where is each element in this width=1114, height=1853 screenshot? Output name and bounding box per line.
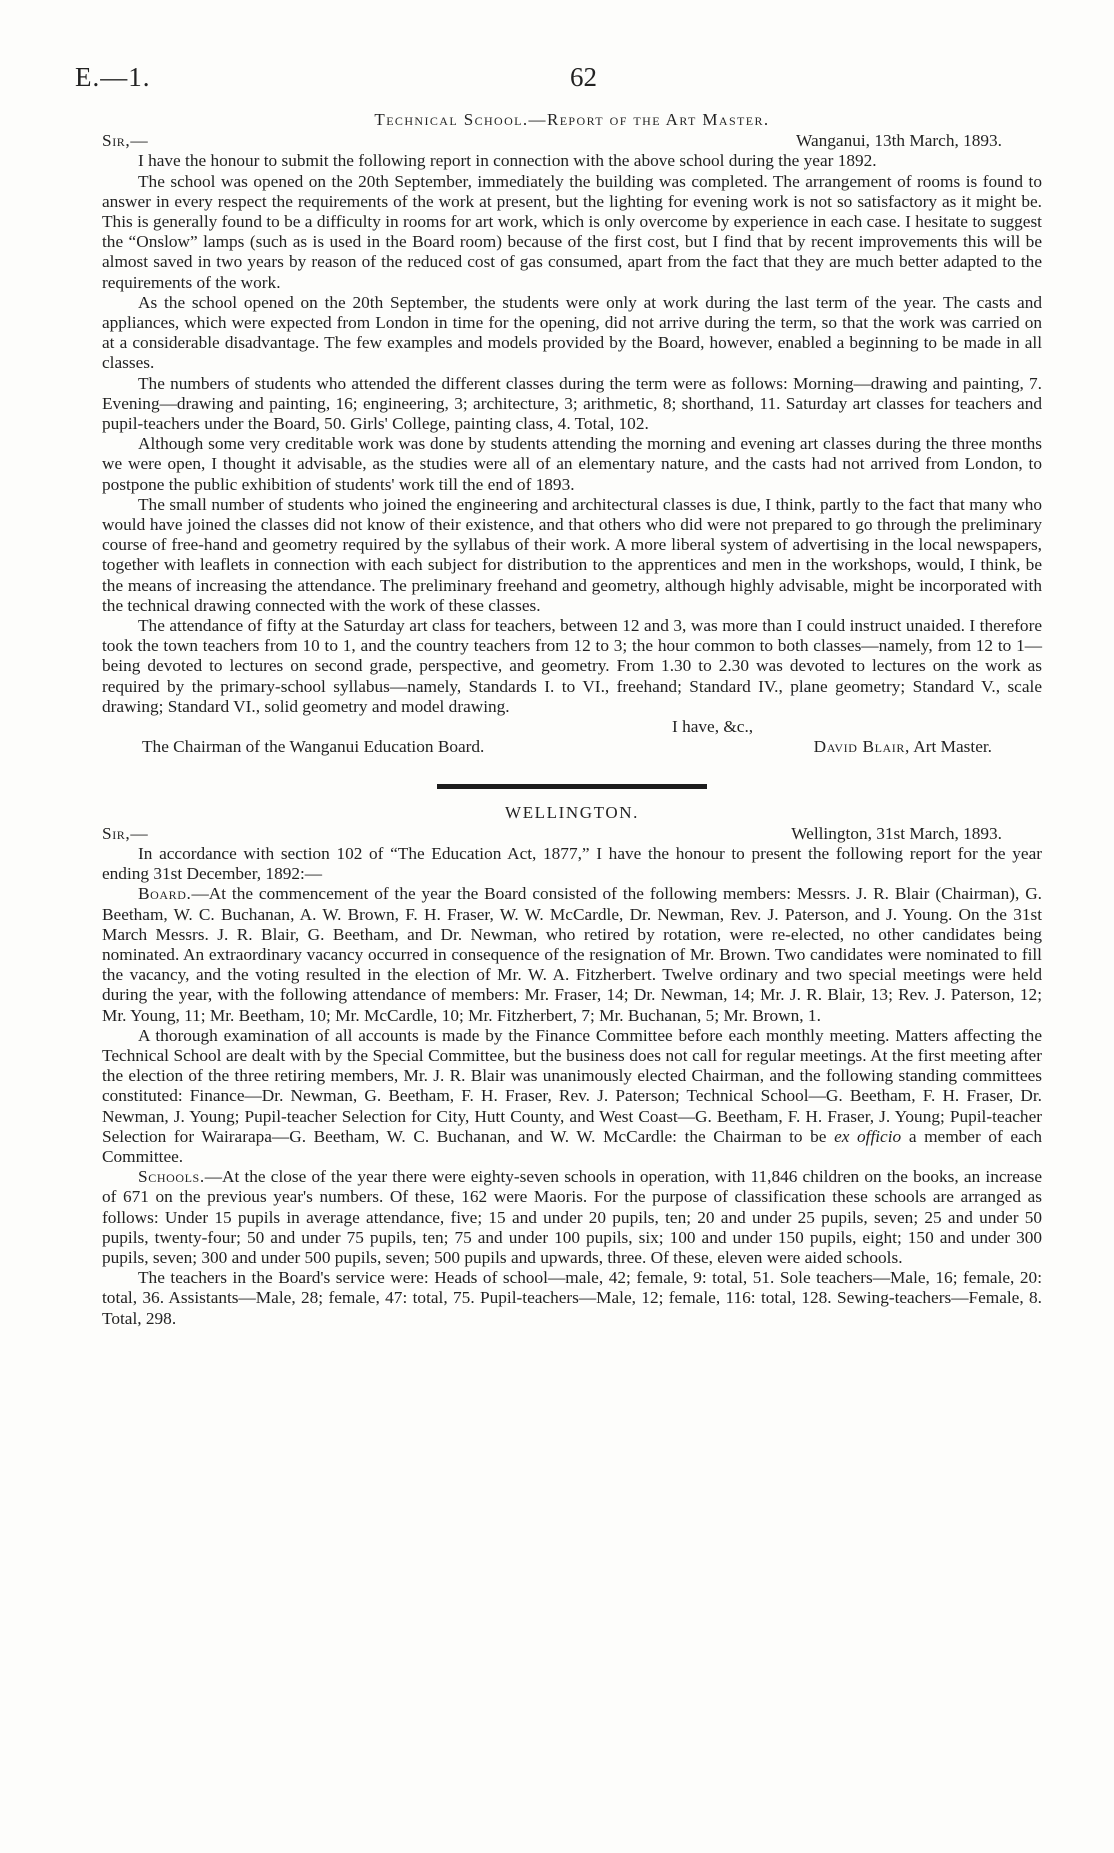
- page-body: [102, 110, 1042, 1329]
- signature-title: Art Master.: [913, 737, 992, 757]
- accounts-text: A thorough examination of all accounts is made by the Finance Committee before each monthly meeting. Matters affecting the Technical School are dealt with by the Special Committee, but the business does not call for regular meetings. At the first meeting after the election of the three retiring members, Mr. J. R. Blair was unanimously elected Chairman, and the following standing committees constituted: Finance—Dr. Newman, G. Beetham, F. H. Fraser, Rev. J. Paterson; Technical School—G. Beetham, F. H. Fraser, Dr. Newman, J. Young; Pupil-teacher Selection for City, Hutt County, and West Coast—G. Beetham, F. H. Fraser, J. Young; Pupil-teacher Selection for Wairarapa—G. Beetham, W. C. Buchanan, and W. W. McCardle: the Chairman to be: [102, 1025, 1042, 1146]
- wellington-report: [102, 803, 1042, 1329]
- paragraph: As the school opened on the 20th September, the students were only at work during the last term of the year. The casts and appliances, which were expected from London in time for the opening, did not arrive during the term, so that the work was carried on at a considerable disadvantage. The few examples and models provided by the Board, however, enabled a beginning to be made in all classes.: [102, 292, 1042, 373]
- place-date: Wellington, 31st March, 1893.: [791, 823, 1002, 843]
- place-date: Wanganui, 13th March, 1893.: [796, 131, 1002, 151]
- salutation-row: [102, 824, 1042, 844]
- paragraph: The small number of students who joined the engineering and architectural classes is due, I think, partly to the fact that many who would have joined the classes did not know of their existence, and that others who did were not prepared to go through the preliminary course of free-hand and geometry required by the syllabus of their work. A more liberal system of advertising in the local newspapers, together with leaflets in connection with each subject for distribution to the apprentices and men in the workshops, would, I think, be the means of increasing the attendance. The preliminary freehand and geometry, although highly advisable, might be incorporated with the technical drawing connected with the work of these classes.: [102, 494, 1042, 615]
- section-title: WELLINGTON.: [505, 802, 639, 822]
- page-number: 62: [570, 62, 597, 92]
- art-master-report: [102, 110, 1042, 758]
- paragraph-accounts: [102, 1026, 1042, 1167]
- section-divider: [437, 784, 707, 789]
- paragraph: The teachers in the Board's service were: Heads of school—male, 42; female, 9: total, 51. Sole teachers—Male, 16; female, 20: total, 36. Assistants—Male, 28; female, 47: total, 75. Pupil-teachers—Male, 12; female, 116: total, 128. Sewing-teachers—Female, 8. Total, 298.: [102, 1268, 1042, 1328]
- paragraph: I have the honour to submit the following report in connection with the above school during the year 1892.: [138, 151, 877, 171]
- signature: [814, 737, 992, 757]
- salutation: Sir,—: [102, 823, 149, 843]
- paragraph-schools: [102, 1167, 1042, 1268]
- accounts-text-end: a member of each Committee.: [102, 1126, 1042, 1166]
- schools-heading: Schools.: [138, 1167, 205, 1187]
- salutation-row: [102, 131, 1042, 151]
- document-id: E.—1.: [75, 62, 151, 92]
- paragraph: The attendance of fifty at the Saturday art class for teachers, between 12 and 3, was more than I could instruct unaided. I therefore took the town teachers from 10 to 1, and the country teachers from 12 to 3; the hour common to both classes—namely, from 12 to 1—being devoted to lectures on second grade, perspective, and geometry. From 1.30 to 2.30 was devoted to lectures on the work as required by the primary-school syllabus—namely, Standards I. to VI., freehand; Standard IV., plane geometry; Standard V., scale drawing; Standard VI., solid geometry and model drawing.: [102, 616, 1042, 716]
- board-text: —At the commencement of the year the Board consisted of the following members: Messrs. J. R. Blair (Chairman), G. Beetham, W. C. Buchanan, A. W. Brown, F. H. Fraser, W. W. McCardle, Dr. Newman, Rev. J. Paterson, and J. Young. On the 31st March Messrs. J. R. Blair, G. Beetham, and Dr. Newman, who retired by rotation, were re-elected, no other candidates being nominated. An extraordinary vacancy occurred in consequence of the resignation of Mr. Brown. Two candidates were nominated to fill the vacancy, and the voting resulted in the election of Mr. W. A. Fitzherbert. Twelve ordinary and two special meetings were held during the year, with the following attendance of members: Mr. Fraser, 14; Dr. Newman, 14; Mr. J. R. Blair, 13; Rev. J. Paterson, 12; Mr. Young, 11; Mr. Beetham, 10; Mr. McCardle, 10; Mr. Fitzherbert, 7; Mr. Buchanan, 5; Mr. Brown, 1.: [102, 884, 1042, 1025]
- paragraph: In accordance with section 102 of “The Education Act, 1877,” I have the honour to present the following report for the year ending 31st December, 1892:—: [102, 843, 1042, 884]
- section-title: Technical School.—Report of the Art Master.: [374, 110, 770, 129]
- paragraph: The school was opened on the 20th September, immediately the building was completed. The arrangement of rooms is found to answer in every respect the requirements of the work at present, but the lighting for evening work is not so satisfactory as it might be. This is generally found to be a difficulty in rooms for art work, which is only overcome by experience in each case. I hesitate to suggest the “Onslow” lamps (such as is used in the Board room) because of the first cost, but I find that by recent improvements this will be almost saved in two years by reason of the reduced cost of gas consumed, apart from the fact that they are much better adapted to the requirements of the work.: [102, 171, 1042, 292]
- signature-name: David Blair,: [813, 737, 910, 757]
- closing: I have, &c.,: [672, 717, 754, 737]
- accounts-italic: ex officio: [834, 1126, 902, 1146]
- schools-text: —At the close of the year there were eighty-seven schools in operation, with 11,846 children on the books, an increase of 671 on the previous year's numbers. Of these, 162 were Maoris. For the purpose of classification these schools are arranged as follows: Under 15 pupils in average attendance, five; 15 and under 20 pupils, ten; 20 and under 25 pupils, seven; 25 and under 50 pupils, twenty-four; 50 and under 75 pupils, ten; 75 and under 100 pupils, six; 100 and under 150 pupils, eight; 150 and under 300 pupils, seven; 300 and under 500 pupils, seven; 500 pupils and upwards, three. Of these, eleven were aided schools.: [102, 1167, 1042, 1267]
- board-heading: Board.: [138, 884, 192, 904]
- paragraph-board: [102, 884, 1042, 1025]
- paragraph: The numbers of students who attended the different classes during the term were as follows: Morning—drawing and painting, 7. Evening—drawing and painting, 16; engineering, 3; architecture, 3; arithmetic, 8; shorthand, 11. Saturday art classes for teachers and pupil-teachers under the Board, 50. Girls' College, painting class, 4. Total, 102.: [102, 373, 1042, 434]
- salutation: Sir,—: [102, 131, 149, 151]
- signature-row: [102, 737, 1042, 757]
- paragraph: Although some very creditable work was done by students attending the morning and evening art classes during the three months we were open, I thought it advisable, as the studies were all of an elementary nature, and the casts had not arrived from London, to postpone the public exhibition of students' work till the end of 1893.: [102, 434, 1042, 494]
- addressee: The Chairman of the Wanganui Education Board.: [142, 737, 485, 757]
